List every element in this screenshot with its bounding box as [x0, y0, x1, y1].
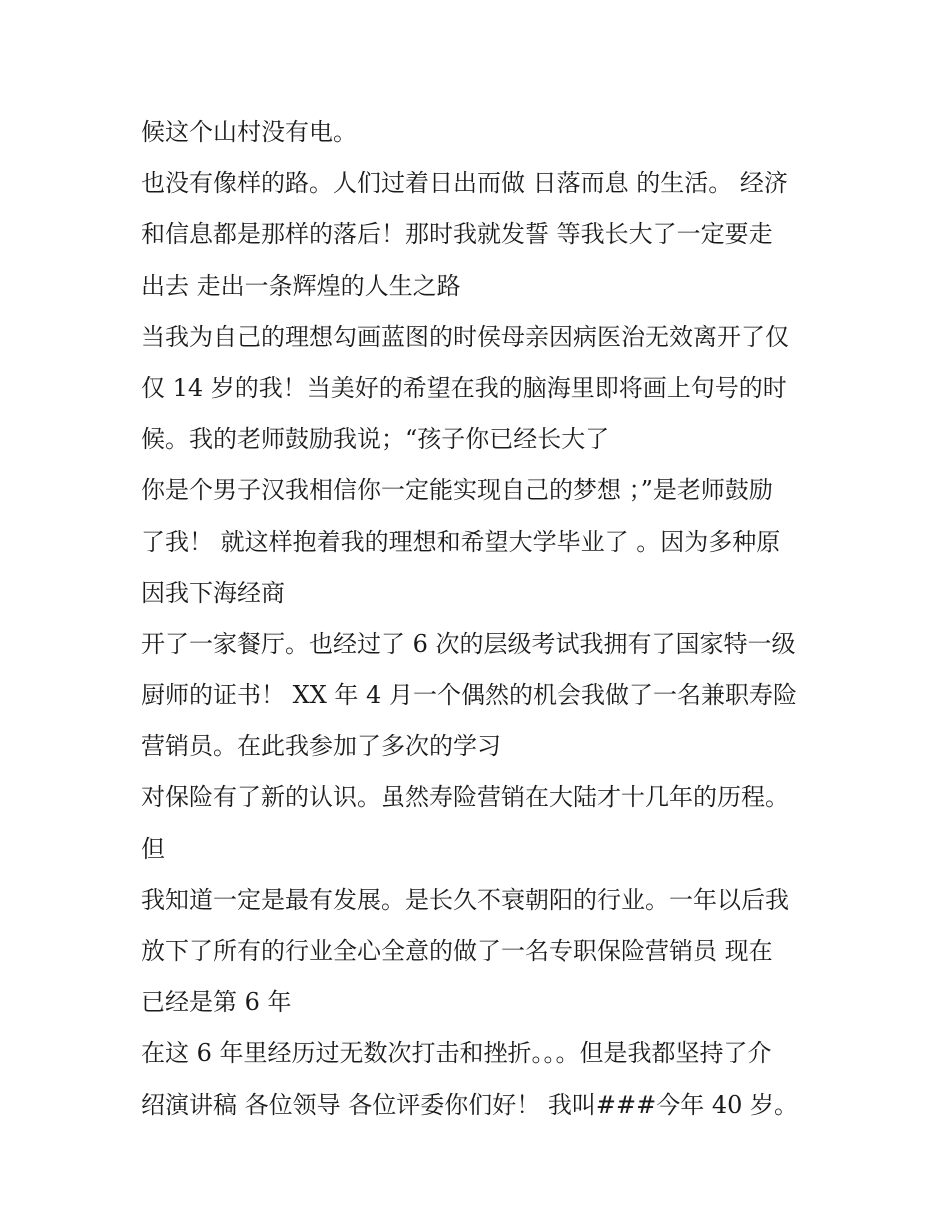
text-line: 开了一家餐厅。也经过了 6 次的层级考试我拥有了国家特一级 [141, 629, 796, 658]
text-line: 已经是第 6 年 [141, 988, 292, 1017]
text-line: 了我！ 就这样抱着我的理想和希望大学毕业了 。因为多种原 [141, 527, 781, 556]
text-line: 我知道一定是最有发展。是长久不衰朝阳的行业。一年以后我 [141, 885, 789, 914]
text-line: 也没有像样的路。人们过着日出而做 日落而息 的生活。 经济 [141, 169, 788, 198]
text-line: 候这个山村没有电。 [141, 118, 357, 146]
text-line: 当我为自己的理想勾画蓝图的时侯母亲因病医治无效离开了仅 [141, 322, 789, 351]
body-text [141, 107, 831, 1131]
text-line: 仅 14 岁的我！当美好的希望在我的脑海里即将画上句号的时 [141, 373, 787, 402]
text-line: 对保险有了新的认识。虽然寿险营销在大陆才十几年的历程。 [141, 783, 789, 812]
text-line: 但 [141, 834, 165, 863]
text-line: 营销员。在此我参加了多次的学习 [141, 732, 501, 761]
text-line: 出去 走出一条辉煌的人生之路 [141, 271, 461, 300]
text-line: 和信息都是那样的落后！那时我就发誓 等我长大了一定要走 [141, 220, 773, 249]
text-line: 你是个男子汉我相信你一定能实现自己的梦想 ；”是老师鼓励 [141, 476, 773, 505]
text-line: 厨师的证书！ XX 年 4 月一个偶然的机会我做了一名兼职寿险 [141, 681, 797, 710]
text-line: 绍演讲稿 各位领导 各位评委你们好！ 我叫###今年 40 岁。 [141, 1090, 799, 1119]
text-line: 在这 6 年里经历过无数次打击和挫折。。。但是我都坚持了介 [141, 1039, 772, 1068]
text-line: 放下了所有的行业全心全意的做了一名专职保险营销员 现在 [141, 937, 773, 965]
text-line: 因我下海经商 [141, 578, 285, 607]
text-line: 候。我的老师鼓励我说；“孩子你已经长大了 [141, 425, 610, 454]
